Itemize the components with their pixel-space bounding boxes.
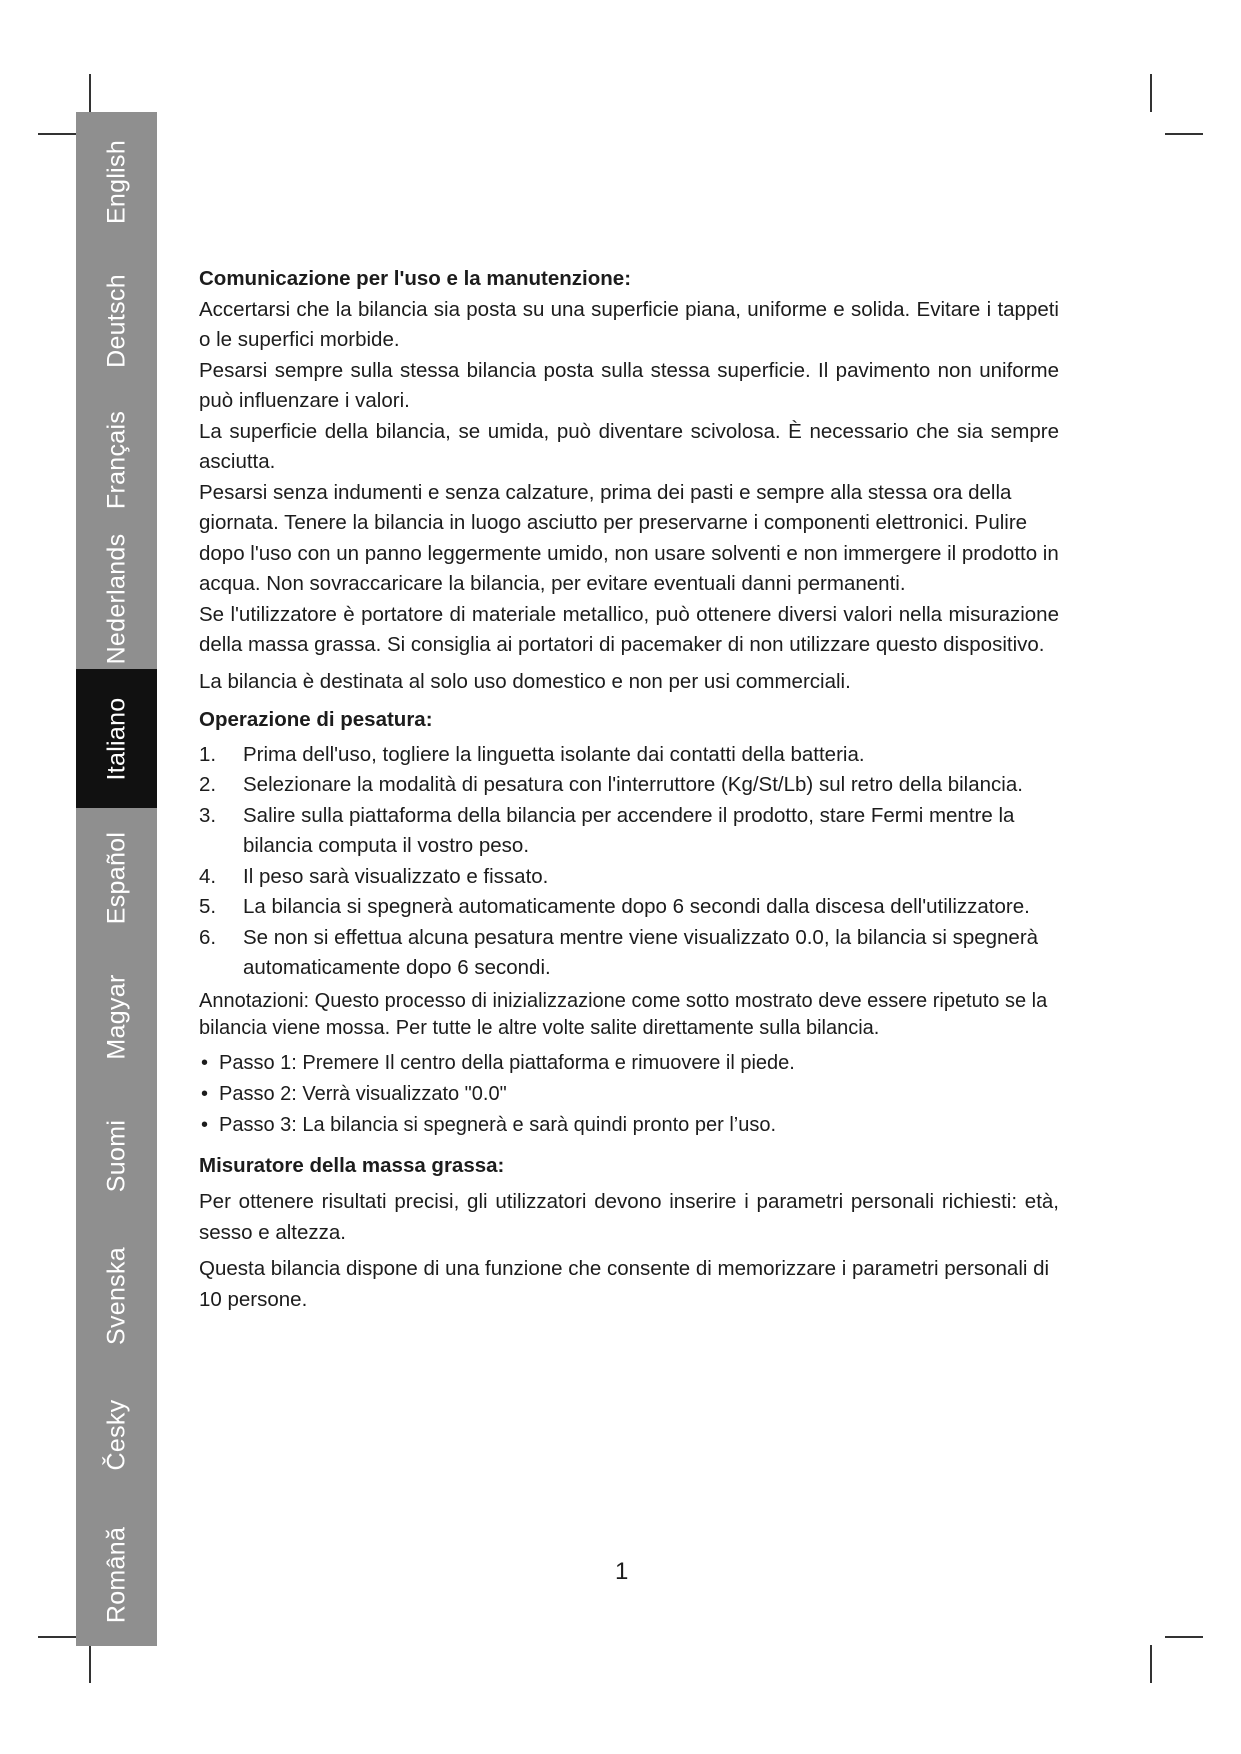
lang-tab-nederlands[interactable] [76, 529, 157, 669]
lang-tab-svenska[interactable] [76, 1226, 157, 1365]
lang-tab-espanol[interactable] [76, 808, 157, 947]
lang-tab-suomi[interactable] [76, 1086, 157, 1226]
lang-tab-francais[interactable] [76, 390, 157, 529]
paragraph: Pesarsi sempre sulla stessa bilancia posta sulla stessa superficie. Il pavimento non uniforme può influenzare i valori. [199, 358, 1059, 412]
paragraph: Questa bilancia dispone di una funzione che consente di memorizzare i parametri personali di 10 persone. [199, 1257, 1050, 1311]
crop-mark [38, 133, 76, 135]
section-heading-body-fat: Misuratore della massa grassa: [199, 1153, 505, 1177]
step-number: 1. [199, 742, 217, 766]
lang-label: Français [102, 410, 130, 509]
step-text: La bilancia si spegnerà automaticamente dopo 6 secondi dalla discesa dell'utilizzatore. [243, 895, 1030, 918]
step-number: 5. [199, 895, 217, 918]
step-text: Se non si effettua alcuna pesatura mentre viene visualizzato 0.0, la bilancia si spegnerà automaticamente dopo 6 secondi. [243, 925, 1039, 979]
step-text: Selezionare la modalità di pesatura con l'interruttore (Kg/St/Lb) sul retro della bilancia. [243, 773, 1023, 796]
lang-tab-deutsch[interactable] [76, 251, 157, 390]
list-item [199, 892, 1059, 923]
crop-mark [1165, 1636, 1203, 1638]
list-item: • Passo 2: Verrà visualizzato "0.0" [199, 1079, 1059, 1110]
list-item [199, 862, 1059, 893]
lang-tab-romana[interactable] [76, 1504, 157, 1646]
lang-label: Deutsch [102, 273, 130, 368]
paragraph: Per ottenere risultati precisi, gli utilizzatori devono inserire i parametri personali richiesti: età, sesso e altezza. [199, 1190, 1059, 1244]
step-text: Prima dell'uso, togliere la linguetta isolante dai contatti della batteria. [243, 742, 865, 766]
page-number: 1 [615, 1558, 629, 1585]
crop-mark [89, 1645, 91, 1683]
lang-label: Italiano [102, 696, 130, 781]
section-heading-maintenance: Comunicazione per l'uso e la manutenzione: [199, 267, 632, 290]
step-number: 4. [199, 864, 217, 888]
list-item [199, 801, 1059, 862]
list-item [199, 923, 1059, 984]
crop-mark [89, 74, 91, 112]
step-text: Il peso sarà visualizzato e fissato. [243, 864, 549, 888]
weighing-steps-list [199, 740, 1059, 984]
paragraph: Pesarsi senza indumenti e senza calzature, prima dei pasti e sempre alla stessa ora della giornata. Tenere la bilancia in luogo asciutto per preservarne i componenti elettronici. Pulire dopo l'uso con un panno leggermente umido, non usare solventi e non immergere il prodotto in acqua. Non sovraccaricare la bilancia, per evitare eventuali danni permanenti. [199, 480, 1059, 595]
lang-label: Nederlands [102, 533, 130, 665]
lang-label: Magyar [102, 973, 130, 1060]
step-number: 3. [199, 803, 217, 827]
lang-label: Česky [102, 1399, 130, 1470]
step-text: Salire sulla piattaforma della bilancia per accendere il prodotto, stare Fermi mentre la bilancia computa il vostro peso. [243, 803, 1015, 857]
list-item: • Passo 3: La bilancia si spegnerà e sarà quindi pronto per l’uso. [199, 1110, 1059, 1141]
list-item: • Passo 1: Premere Il centro della piattaforma e rimuovere il piede. [199, 1048, 1059, 1079]
paragraph: La bilancia è destinata al solo uso domestico e non per usi commerciali. [199, 669, 851, 693]
lang-label: Svenska [102, 1246, 130, 1345]
manual-content [199, 264, 1059, 1315]
lang-label: Suomi [102, 1119, 130, 1193]
lang-tab-english[interactable] [76, 112, 157, 251]
lang-label: Español [102, 831, 130, 924]
lang-tab-magyar[interactable] [76, 947, 157, 1086]
crop-mark [38, 1636, 76, 1638]
paragraph: Se l'utilizzatore è portatore di materiale metallico, può ottenere diversi valori nella misurazione della massa grassa. Si consiglia ai portatori di pacemaker di non utilizzare questo dispositivo. [199, 602, 1059, 656]
paragraph: La superficie della bilancia, se umida, può diventare scivolosa. È necessario che sia sempre asciutta. [199, 419, 1059, 473]
lang-label: English [102, 139, 130, 224]
crop-mark [1165, 133, 1203, 135]
crop-mark [1150, 1645, 1152, 1683]
list-item [199, 740, 1059, 771]
init-steps-list [199, 1048, 1059, 1141]
list-item [199, 770, 1059, 801]
lang-label: Română [102, 1526, 130, 1624]
language-tab-sidebar [76, 112, 157, 1646]
notes-paragraph: Annotazioni: Questo processo di inizializzazione come sotto mostrato deve essere ripetuto se la bilancia viene mossa. Per tutte le altre volte salite direttamente sulla bilancia. [199, 989, 1048, 1039]
section-heading-weighing: Operazione di pesatura: [199, 708, 433, 731]
lang-tab-italiano[interactable] [76, 669, 157, 808]
step-number: 2. [199, 773, 217, 796]
lang-tab-cesky[interactable] [76, 1365, 157, 1504]
crop-mark [1150, 74, 1152, 112]
step-number: 6. [199, 925, 217, 949]
paragraph: Accertarsi che la bilancia sia posta su una superficie piana, uniforme e solida. Evitare i tappeti o le superfici morbide. [199, 297, 1059, 351]
